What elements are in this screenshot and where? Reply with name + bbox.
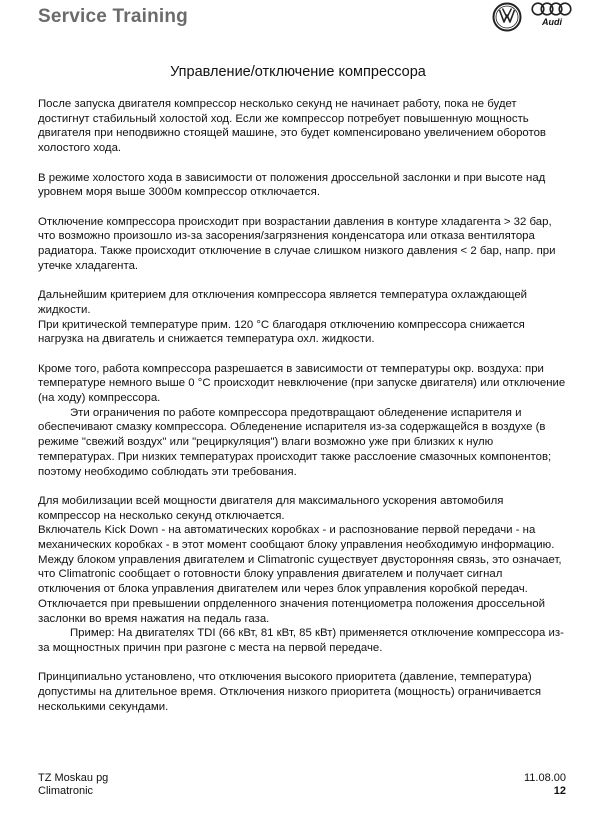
page-title: Управление/отключение компрессора [170,64,426,80]
paragraph-priority: Принципиально установлено, что отключения высокого приоритета (давление, температура) допустимы на длительное время. Отключения низкого приоритета (мощность) ограничивается несколькими секундами. [38,671,542,713]
paragraph-pressure: Отключение компрессора происходит при возрастании давления в контуре хладагента > 32 бар, что возможно произошло из-за засорения/загрязнения конденсатора или отказа вентилятора радиатора. Также происходит отключение в случае слишком низкого давления < 2 бар, напр. при утечке хладагента. [38,215,556,272]
paragraph-kick-down: Включатель Kick Down - на автоматических коробках - и распознование первой передачи - на механических коробках - в этот момент сообщают блоку управления необходимую информацию. Между блоком управления двигателем и Climatronic существует двусторонняя связь, это означает, что Climatronic сообщает о готовности блоку управления двигателем и получает сигнал отключения от блока управления двигателем или через блок управления коробкой передач. [38,524,562,596]
audi-logo [530,2,574,27]
paragraph-ambient-temperature: Кроме того, работа компрессора разрешается в зависимости от температуры окр. воздуха: при температуре немного выше 0 °C происходит невключение (при запуске двигателя) или отключение (на ходу) компрессора. [38,362,566,404]
paragraph-coolant-temperature: При критической температуре прим. 120 °C благодаря отключению компрессора снижается нагрузка на двигатель и снижается температура охл. жидкости. [38,318,525,346]
body-text [38,97,566,714]
footer-date: 11.08.00 [523,772,566,784]
paragraph-throttle: Отключается при превышении опрделенного значения потенциометра положения дроссельной заслонки во время нажатия на педаль газа. [38,597,545,625]
vw-logo-icon [492,2,522,32]
paragraph-spacer [38,347,566,362]
audi-rings-icon [530,2,574,16]
footer-source [38,772,108,798]
paragraph-spacer [38,273,566,288]
header-title: Service Training [38,6,188,27]
paragraph-coolant-criterion: Дальнейшим критерием для отключения компрессора является температура охлаждающей жидкости. [38,289,528,316]
paragraph-power-mobilization: Для мобилизации всей мощности двигателя для максимального ускорения автомобиля компрессор на несколько секунд отключается. [38,494,504,522]
paragraph-spacer [38,156,566,171]
footer-meta [524,772,566,798]
page-number: 12 [553,785,566,797]
paragraph-example-tdi: Пример: На двигателях TDI (66 кВт, 81 кВт, 85 кВт) применяется отключение компрессора из-за мощностных причин при разгоне с места на первой передаче. [38,627,564,654]
paragraph-idle: В режиме холостого хода в зависимости от положения дроссельной заслонки и при высоте над уровнем моря выше 3000м компрессор отключается. [38,171,546,199]
audi-wordmark: Audi [542,17,562,27]
footer-topic: Climatronic [38,785,94,797]
paragraph-spacer [38,656,566,671]
brand-logos [492,2,574,32]
paragraph-spacer [38,479,566,494]
paragraph-icing: Эти ограничения по работе компрессора предотвращают обледенение испарителя и обеспечивают смазку компрессора. Обледенение испарителя из-за содержащейся в воздухе (в режиме "свежий воздух" или "рециркуляция") влаги возможно уже при близких к нулю температурах. При низких температурах происходит также расслоение смазочных компонентов; поэтому необходимо соблюдать эти требования. [38,406,552,478]
paragraph-startup: После запуска двигателя компрессор несколько секунд не начинает работу, пока не будет достигнут стабильный холостой ход. Если же компрессор потребует повышенную мощность двигателя при неподвижно стоящей машине, это будет компенсировано увеличением оборотов холостого хода. [38,98,546,155]
footer-course: TZ Moskau pg [38,772,109,784]
paragraph-spacer [38,200,566,215]
